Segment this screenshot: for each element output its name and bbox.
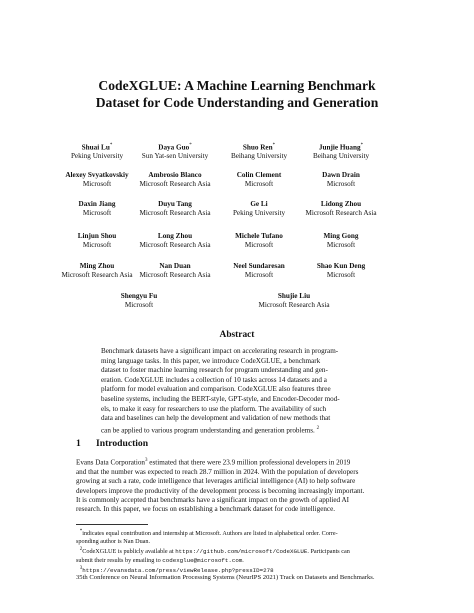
author-affiliation: Microsoft Research Asia (305, 209, 377, 217)
footnote-3: $^3$https://evansdata.com/press/viewRelease.php?pressID=278 (79, 565, 274, 574)
author-name: Ambrosio Blanco (148, 171, 202, 179)
abstract-text (101, 347, 373, 436)
intro-line: developers improve the productivity of the development process is becoming increasingly important. (76, 486, 365, 495)
equal-contribution-mark: * (109, 143, 113, 148)
author-name: Colin Clement (236, 171, 282, 179)
intro-line: Evans Data Corporation$^3$ estimated that there were 23.9 million professional developers in 2019 (76, 458, 351, 467)
author-block (279, 200, 403, 218)
footnote-3-link[interactable]: https://evansdata.com/press/viewRelease.php?pressID=278 (82, 567, 274, 574)
abstract-line: platform for model evaluation and comparison. CodeXGLUE also features three (101, 385, 331, 394)
footnote-1-line-2: sponding author is Nan Duan. (76, 538, 151, 546)
author-name: Shuai Lu (81, 143, 110, 152)
author-affiliation: Peking University (70, 152, 124, 161)
author-block (279, 262, 403, 280)
equal-contribution-mark: * (272, 143, 276, 148)
intro-line: It is commonly accepted that benchmarks have a significant impact on the growth of applied AI (76, 496, 350, 504)
author-name: Ming Zhou (79, 262, 115, 270)
author-name: Neel Sundaresan (233, 262, 285, 270)
section-number: 1 (76, 438, 81, 449)
author-name: Ge Li (250, 200, 268, 208)
author-name: Alexey Svyatkovskiy (65, 171, 129, 179)
author-affiliation: Microsoft Research Asia (139, 271, 211, 279)
equal-contribution-mark: * (360, 143, 364, 148)
introduction-text (76, 456, 400, 515)
author-name: Michele Tufano (235, 232, 283, 240)
author-block (279, 141, 403, 161)
author-affiliation: Microsoft (326, 180, 356, 188)
abstract-line: els, to make it easy for researchers to use the platform. The availability of such (101, 404, 327, 413)
title-line-1: CodeXGLUE: A Machine Learning Benchmark (98, 78, 376, 93)
section-heading-introduction (76, 438, 148, 449)
author-name: Shuo Ren (242, 143, 273, 152)
author-affiliation: Microsoft (244, 241, 274, 249)
conference-footer: 35th Conference on Neural Information Processing Systems (NeurIPS 2021) Track on Datasets and Benchmarks. (76, 574, 375, 581)
author-name: Long Zhou (157, 232, 193, 240)
footnote-2-line-1: $^2$CodeXGLUE is publicly available at https://github.com/microsoft/CodeXGLUE. Participants can (79, 547, 350, 556)
author-affiliation: Beihang University (312, 152, 370, 161)
intro-line: growing at such a rate, code intelligence that leverages artificial intelligence (AI) to help software (76, 477, 356, 486)
abstract-line: data and baselines can help the development and validation of new methods that (101, 414, 331, 423)
footnote-2-email[interactable]: codexglue@microsoft.com (162, 556, 243, 564)
author-affiliation: Peking University (232, 209, 286, 217)
author-affiliation: Microsoft (244, 180, 274, 188)
abstract-line: eration. CodeXGLUE includes a collection of 10 tasks across 14 datasets and a (101, 375, 327, 384)
author-affiliation: Microsoft Research Asia (61, 271, 133, 279)
abstract-line: baseline systems, including the BERT-style, GPT-style, and Encoder-Decoder mod- (101, 394, 340, 403)
author-name: Shengyu Fu (120, 292, 158, 300)
intro-line: research. In this paper, we focus on establishing a benchmark dataset for code intelligence. (76, 505, 336, 514)
author-name: Linjun Shou (77, 232, 117, 240)
abstract-line: dataset to foster machine learning research for program understanding and gen- (101, 366, 328, 375)
author-name: Nan Duan (159, 262, 191, 270)
author-affiliation: Microsoft (82, 241, 112, 249)
title-line-2: Dataset for Code Understanding and Generation (95, 95, 379, 110)
author-affiliation: Microsoft (326, 241, 356, 249)
author-affiliation: Microsoft (82, 209, 112, 217)
abstract-heading: Abstract (219, 330, 255, 340)
author-name: Dawn Drain (322, 171, 360, 179)
author-affiliation: Microsoft Research Asia (139, 241, 211, 249)
author-block (279, 232, 403, 250)
author-affiliation: Microsoft (326, 271, 356, 279)
abstract-line: can be applied to various program understanding and generation problems. $^2$ (101, 425, 320, 435)
section-title: Introduction (96, 438, 149, 449)
abstract-line: Benchmark datasets have a significant impact on accelerating research in program- (101, 347, 339, 355)
author-block (232, 292, 356, 310)
author-affiliation: Microsoft (82, 180, 112, 188)
author-block (279, 171, 403, 189)
author-affiliation: Microsoft (244, 271, 274, 279)
footnote-2-line-2: submit their results by emailing to codexglue@microsoft.com. (76, 556, 244, 564)
author-name: Daya Guo (158, 143, 190, 152)
intro-line: and that the number was expected to reach 28.7 million in 2024. With the population of developers (76, 467, 359, 476)
author-affiliation: Microsoft Research Asia (258, 301, 330, 309)
author-name: Ming Gong (323, 232, 359, 240)
footnote-rule (76, 524, 148, 525)
footnotes (76, 528, 400, 575)
author-affiliation: Beihang University (230, 152, 288, 161)
author-name-wrap (279, 141, 403, 152)
author-name: Shao Kun Deng (316, 262, 366, 270)
footnote-1-line-1: *indicates equal contribution and internship at Microsoft. Authors are listed in alphabetical order. Corre- (79, 529, 338, 538)
author-name: Daxin Jiang (78, 200, 116, 208)
paper-title (0, 77, 474, 111)
abstract-footnote-mark: 2 (316, 425, 320, 431)
author-affiliation: Microsoft (124, 301, 154, 309)
footnote-2-link[interactable]: https://github.com/microsoft/CodeXGLUE (175, 548, 308, 556)
author-name: Duyu Tang (158, 200, 192, 208)
author-affiliation: Microsoft Research Asia (139, 180, 211, 188)
author-affiliation: Microsoft Research Asia (139, 209, 211, 217)
author-block (77, 292, 201, 310)
author-affiliation: Sun Yat-sen University (141, 152, 209, 161)
author-name: Shujie Liu (277, 292, 311, 300)
equal-contribution-mark: * (189, 143, 192, 148)
abstract-line: ming language tasks. In this paper, we introduce CodeXGLUE, a benchmark (101, 356, 321, 365)
author-name: Lidong Zhou (320, 200, 362, 208)
author-name: Junjie Huang (318, 143, 361, 152)
